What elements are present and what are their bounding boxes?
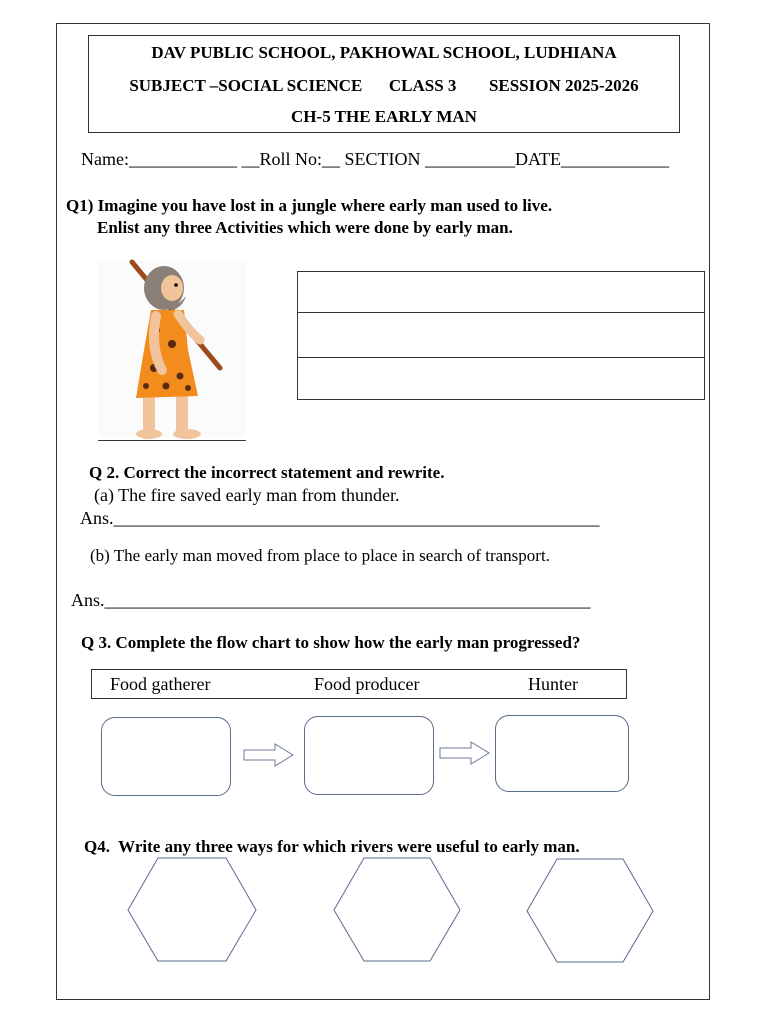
q2-answer-b-line: Ans.______________________________________________________ xyxy=(71,590,591,610)
hexagon-3 xyxy=(525,858,655,964)
option-food-producer: Food producer xyxy=(314,674,420,694)
header-box xyxy=(88,35,680,133)
q3-title: Q 3. Complete the flow chart to show how the early man progressed? xyxy=(81,633,581,652)
school-name: DAV PUBLIC SCHOOL, PAKHOWAL SCHOOL, LUDHIANA xyxy=(151,43,617,62)
session: SESSION 2025-2026 xyxy=(488,76,639,95)
q2-statement-b: (b) The early man moved from place to place in search of transport. xyxy=(90,546,550,565)
q2-statement-a: (a) The fire saved early man from thunder. xyxy=(94,485,400,505)
illustration-underline xyxy=(98,440,246,441)
flow-box-1 xyxy=(101,717,231,796)
q4-title: Q4. Write any three ways for which rivers were useful to early man. xyxy=(84,837,580,856)
class: CLASS 3 xyxy=(388,76,457,95)
subject: SUBJECT –SOCIAL SCIENCE xyxy=(129,76,363,95)
flow-box-2 xyxy=(304,716,434,795)
flow-arrow-1-icon xyxy=(243,742,295,768)
caveman-illustration xyxy=(96,258,248,444)
table-row-divider xyxy=(298,312,704,313)
flow-arrow-2-icon xyxy=(439,740,491,766)
student-info-line: Name:____________ __Roll No:__ SECTION __________DATE____________ xyxy=(81,149,669,169)
q2-title: Q 2. Correct the incorrect statement and rewrite. xyxy=(89,463,445,482)
q1-line2: Enlist any three Activities which were done by early man. xyxy=(97,218,513,237)
q1-answer-table xyxy=(297,271,705,400)
hexagon-1 xyxy=(126,857,258,963)
flow-box-3 xyxy=(495,715,629,792)
q2-answer-a-line: Ans.______________________________________________________ xyxy=(80,508,600,528)
table-row-divider xyxy=(298,357,704,358)
chapter-title: CH-5 THE EARLY MAN xyxy=(291,107,477,126)
option-food-gatherer: Food gatherer xyxy=(110,674,211,694)
q3-word-bank xyxy=(91,669,627,699)
option-hunter: Hunter xyxy=(528,674,578,694)
q1-line1: Q1) Imagine you have lost in a jungle where early man used to live. xyxy=(66,196,553,215)
subject-line xyxy=(89,76,679,96)
hexagon-2 xyxy=(332,857,462,963)
